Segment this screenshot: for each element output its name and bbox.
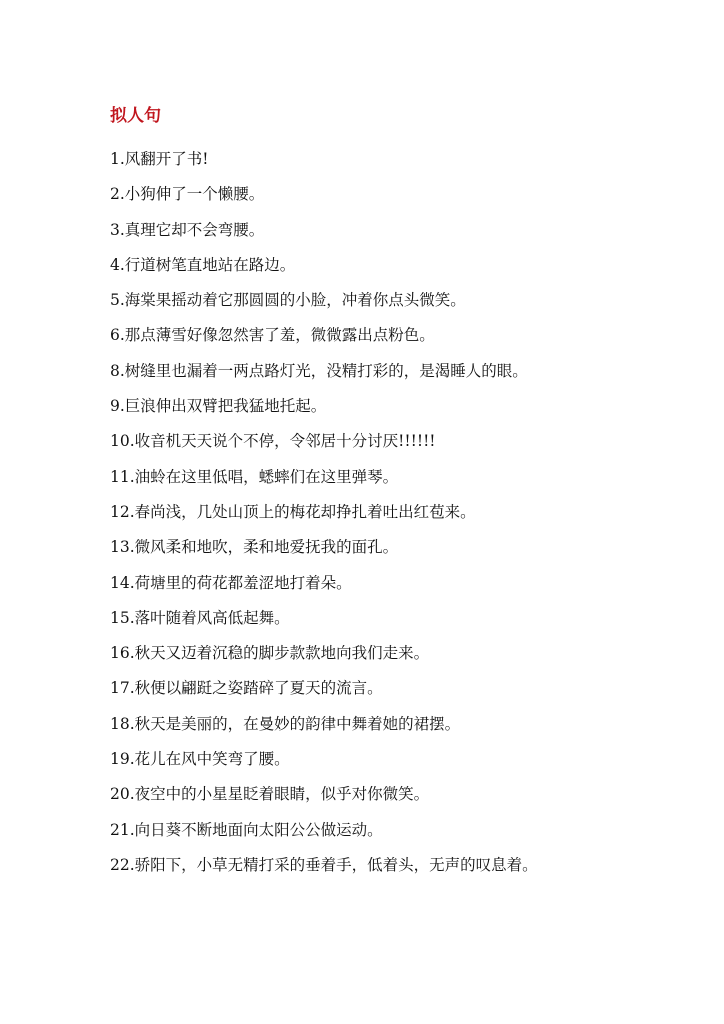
document-title: 拟人句: [110, 106, 161, 126]
sentence-text: 秋天又迈着沉稳的脚步款款地向我们走来。: [134, 644, 430, 663]
sentence-number: 1.: [110, 150, 125, 168]
sentence-item: [110, 848, 670, 883]
sentence-item: [110, 495, 670, 530]
sentence-number: 14.: [110, 573, 135, 592]
sentence-number: 22.: [110, 855, 135, 874]
sentence-number: 15.: [110, 608, 135, 627]
sentence-text: 花儿在风中笑弯了腰。: [134, 750, 290, 769]
sentence-item: [110, 142, 670, 177]
sentence-item: [110, 530, 670, 565]
sentence-item: [110, 566, 670, 601]
sentence-number: 8.: [110, 361, 125, 380]
sentence-text: 海棠果摇动着它那圆圆的小脸，冲着你点头微笑。: [124, 291, 466, 310]
sentence-text: 油蛉在这里低唱，蟋蟀们在这里弹琴。: [134, 467, 399, 486]
sentence-item: [110, 813, 670, 848]
sentence-number: 2.: [110, 185, 125, 204]
sentence-text: 巨浪伸出双臂把我猛地托起。: [124, 397, 327, 416]
sentence-item: [110, 213, 670, 248]
sentence-item: [110, 318, 670, 353]
sentence-number: 5.: [110, 291, 125, 310]
sentence-text: 荷塘里的荷花都羞涩地打着朵。: [134, 573, 352, 592]
sentence-item: [110, 354, 670, 389]
sentence-text: 春尚浅，几处山顶上的梅花却挣扎着吐出红苞来。: [134, 502, 476, 521]
sentence-item: [110, 671, 670, 706]
sentence-number: 3.: [110, 220, 125, 239]
sentence-number: 16.: [110, 644, 135, 663]
sentence-number: 4.: [110, 255, 125, 274]
sentence-item: [110, 177, 670, 212]
sentence-number: 10.: [110, 432, 135, 451]
sentence-number: 20.: [110, 785, 135, 804]
sentence-number: 12.: [110, 502, 135, 521]
sentence-item: [110, 636, 670, 671]
sentence-text: 风翻开了书!: [124, 150, 209, 168]
sentence-text: 行道树笔直地站在路边。: [124, 255, 296, 274]
sentence-item: [110, 389, 670, 424]
sentence-number: 18.: [110, 714, 135, 733]
sentence-number: 21.: [110, 820, 135, 839]
sentence-item: [110, 460, 670, 495]
sentence-item: [110, 601, 670, 636]
sentence-text: 秋天是美丽的，在曼妙的韵律中舞着她的裙摆。: [134, 714, 461, 733]
sentence-text: 落叶随着风高低起舞。: [134, 608, 290, 627]
sentence-number: 13.: [110, 538, 135, 557]
sentence-text: 真理它却不会弯腰。: [124, 220, 265, 239]
sentence-text: 骄阳下，小草无精打采的垂着手，低着头，无声的叹息着。: [134, 855, 538, 874]
sentence-text: 树缝里也漏着一两点路灯光，没精打彩的，是渴睡人的眼。: [124, 361, 528, 380]
sentence-text: 那点薄雪好像忽然害了羞，微微露出点粉色。: [124, 326, 435, 345]
sentence-number: 19.: [110, 750, 135, 769]
sentence-item: [110, 707, 670, 742]
sentence-item: [110, 248, 670, 283]
sentence-number: 11.: [110, 467, 135, 486]
sentence-number: 17.: [110, 679, 135, 698]
sentence-item: [110, 777, 670, 812]
sentence-item: [110, 283, 670, 318]
sentence-text: 向日葵不断地面向太阳公公做运动。: [134, 820, 383, 839]
sentence-text: 夜空中的小星星眨着眼睛，似乎对你微笑。: [134, 785, 430, 804]
sentence-text: 小狗伸了一个懒腰。: [124, 185, 265, 204]
sentence-list: [110, 142, 670, 883]
sentence-number: 9.: [110, 397, 125, 416]
sentence-text: 收音机天天说个不停，令邻居十分讨厌!!!!!!: [134, 432, 436, 451]
sentence-item: [110, 742, 670, 777]
sentence-text: 微风柔和地吹，柔和地爱抚我的面孔。: [134, 538, 399, 557]
sentence-item: [110, 424, 670, 459]
sentence-text: 秋便以翩跹之姿踏碎了夏天的流言。: [134, 679, 383, 698]
sentence-number: 6.: [110, 326, 125, 345]
